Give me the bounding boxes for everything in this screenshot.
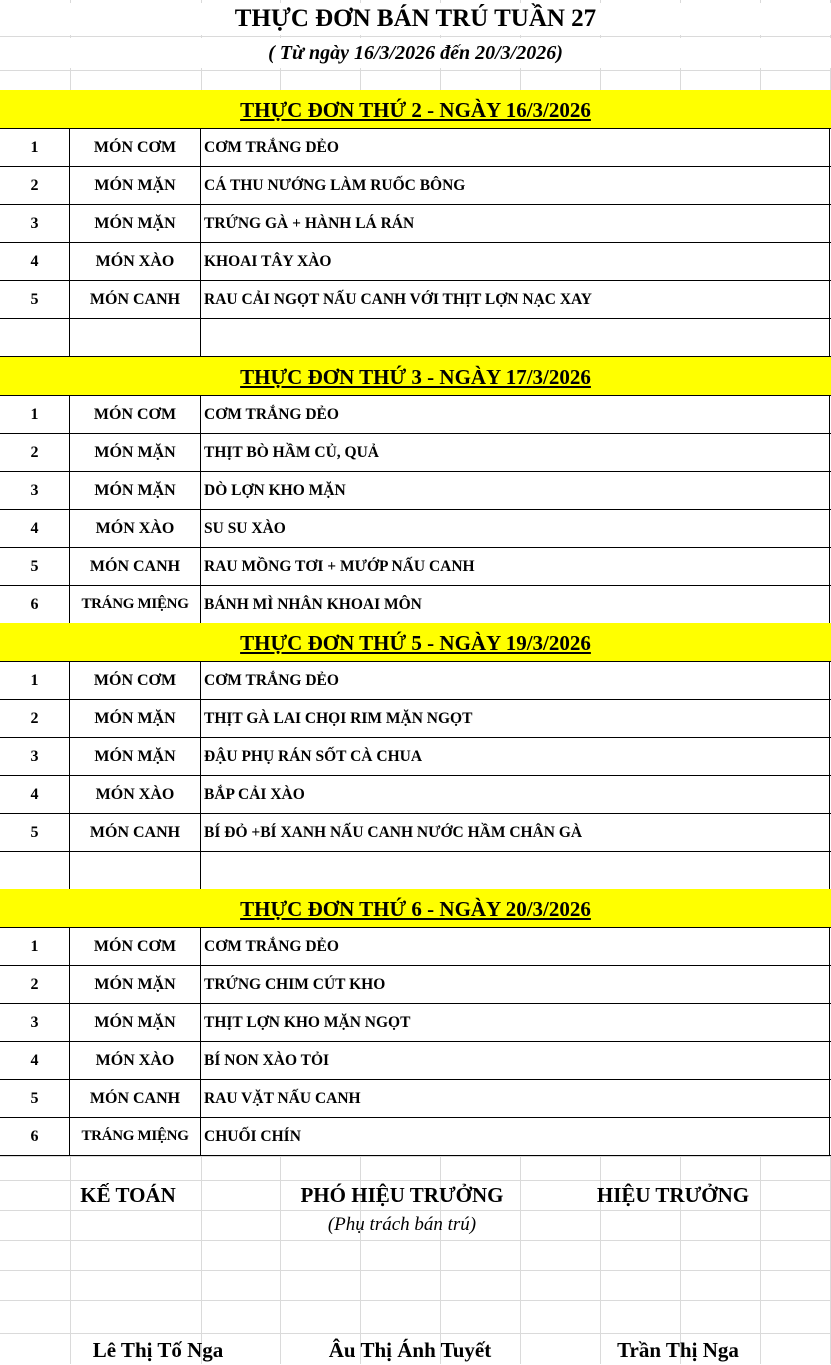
menu-row xyxy=(0,167,831,205)
menu-row xyxy=(0,814,831,852)
dish-name: BẮP CẢI XÀO xyxy=(201,776,830,813)
dish-name: RAU VẶT NẤU CANH xyxy=(201,1080,830,1117)
item-number: 1 xyxy=(0,396,70,433)
item-number: 4 xyxy=(0,510,70,547)
dish-name: RAU CẢI NGỌT NẤU CANH VỚI THỊT LỢN NẠC XAY xyxy=(201,281,830,318)
item-number: 1 xyxy=(0,662,70,699)
dish-category: MÓN MẶN xyxy=(70,700,201,737)
item-number xyxy=(0,852,70,889)
item-number: 3 xyxy=(0,472,70,509)
menu-row xyxy=(0,510,831,548)
dish-category: TRÁNG MIỆNG xyxy=(70,1118,201,1155)
dish-name: THỊT BÒ HẦM CỦ, QUẢ xyxy=(201,434,830,471)
dish-category: MÓN MẶN xyxy=(70,434,201,471)
menu-row xyxy=(0,700,831,738)
item-number: 5 xyxy=(0,548,70,585)
day-header-label: THỰC ĐƠN THỨ 6 - NGÀY 20/3/2026 xyxy=(240,897,591,921)
dish-category: MÓN CANH xyxy=(70,814,201,851)
item-number: 4 xyxy=(0,776,70,813)
menu-row xyxy=(0,281,831,319)
menu-row xyxy=(0,738,831,776)
dish-category xyxy=(70,319,201,356)
menu-row xyxy=(0,662,831,700)
vice-principal-name: Âu Thị Ánh Tuyết xyxy=(328,1338,492,1362)
dish-name: DÒ LỢN KHO MẶN xyxy=(201,472,830,509)
day-header xyxy=(0,623,831,662)
item-number: 3 xyxy=(0,1004,70,1041)
day-header-label: THỰC ĐƠN THỨ 5 - NGÀY 19/3/2026 xyxy=(240,631,591,655)
item-number: 2 xyxy=(0,700,70,737)
item-number: 5 xyxy=(0,814,70,851)
item-number: 4 xyxy=(0,243,70,280)
item-number: 2 xyxy=(0,167,70,204)
menu-row xyxy=(0,586,831,624)
dish-name: CƠM TRẮNG DẺO xyxy=(201,662,830,699)
item-number: 5 xyxy=(0,281,70,318)
dish-category: MÓN MẶN xyxy=(70,472,201,509)
item-number: 6 xyxy=(0,586,70,623)
dish-name: THỊT LỢN KHO MẶN NGỌT xyxy=(201,1004,830,1041)
menu-row xyxy=(0,129,831,167)
principal-name: Trần Thị Nga xyxy=(617,1338,739,1362)
dish-category: TRÁNG MIỆNG xyxy=(70,586,201,623)
dish-name: TRỨNG CHIM CÚT KHO xyxy=(201,966,830,1003)
item-number: 4 xyxy=(0,1042,70,1079)
dish-category: MÓN MẶN xyxy=(70,205,201,242)
principal-role: HIỆU TRƯỞNG xyxy=(596,1183,750,1207)
day-header xyxy=(0,889,831,928)
dish-category: MÓN MẶN xyxy=(70,738,201,775)
menu-row xyxy=(0,396,831,434)
dish-name: CƠM TRẮNG DẺO xyxy=(201,396,830,433)
dish-name: CHUỐI CHÍN xyxy=(201,1118,830,1155)
dish-category: MÓN CƠM xyxy=(70,129,201,166)
dish-category: MÓN XÀO xyxy=(70,776,201,813)
day-header xyxy=(0,357,831,396)
accountant-role: KẾ TOÁN xyxy=(80,1183,176,1207)
dish-category: MÓN CANH xyxy=(70,548,201,585)
item-number: 3 xyxy=(0,205,70,242)
dish-name: CƠM TRẮNG DẺO xyxy=(201,928,830,965)
dish-category: MÓN MẶN xyxy=(70,167,201,204)
dish-category: MÓN XÀO xyxy=(70,243,201,280)
accountant-name: Lê Thị Tố Nga xyxy=(92,1338,224,1362)
item-number: 2 xyxy=(0,966,70,1003)
menu-row xyxy=(0,776,831,814)
menu-row xyxy=(0,1080,831,1118)
dish-name: BÍ NON XÀO TỎI xyxy=(201,1042,830,1079)
item-number: 1 xyxy=(0,129,70,166)
item-number xyxy=(0,319,70,356)
menu-row xyxy=(0,472,831,510)
day-header xyxy=(0,90,831,129)
menu-row xyxy=(0,1042,831,1080)
dish-name: BÁNH MÌ NHÂN KHOAI MÔN xyxy=(201,586,830,623)
menu-row xyxy=(0,852,831,890)
menu-row xyxy=(0,205,831,243)
vice-principal-note: (Phụ trách bán trú) xyxy=(327,1214,477,1235)
item-number: 6 xyxy=(0,1118,70,1155)
day-header-label: THỰC ĐƠN THỨ 2 - NGÀY 16/3/2026 xyxy=(240,98,591,122)
menu-row xyxy=(0,548,831,586)
dish-category: MÓN XÀO xyxy=(70,1042,201,1079)
dish-category: MÓN MẶN xyxy=(70,1004,201,1041)
item-number: 1 xyxy=(0,928,70,965)
dish-name: CƠM TRẮNG DẺO xyxy=(201,129,830,166)
dish-name: TRỨNG GÀ + HÀNH LÁ RÁN xyxy=(201,205,830,242)
dish-category: MÓN CƠM xyxy=(70,928,201,965)
menu-row xyxy=(0,243,831,281)
dish-name xyxy=(201,319,830,356)
menu-row xyxy=(0,966,831,1004)
dish-category xyxy=(70,852,201,889)
dish-name: KHOAI TÂY XÀO xyxy=(201,243,830,280)
dish-category: MÓN CƠM xyxy=(70,662,201,699)
item-number: 5 xyxy=(0,1080,70,1117)
dish-category: MÓN XÀO xyxy=(70,510,201,547)
dish-category: MÓN CANH xyxy=(70,281,201,318)
menu-row xyxy=(0,1118,831,1156)
menu-row xyxy=(0,1004,831,1042)
menu-row xyxy=(0,319,831,357)
menu-row xyxy=(0,434,831,472)
dish-name: BÍ ĐỎ +BÍ XANH NẤU CANH NƯỚC HẦM CHÂN GÀ xyxy=(201,814,830,851)
dish-name: ĐẬU PHỤ RÁN SỐT CÀ CHUA xyxy=(201,738,830,775)
vice-principal-role: PHÓ HIỆU TRƯỞNG xyxy=(300,1183,504,1207)
dish-category: MÓN CƠM xyxy=(70,396,201,433)
page-title: THỰC ĐƠN BÁN TRÚ TUẦN 27 xyxy=(0,3,831,35)
dish-name: THỊT GÀ LAI CHỌI RIM MẶN NGỌT xyxy=(201,700,830,737)
dish-category: MÓN CANH xyxy=(70,1080,201,1117)
day-header-label: THỰC ĐƠN THỨ 3 - NGÀY 17/3/2026 xyxy=(240,365,591,389)
item-number: 3 xyxy=(0,738,70,775)
dish-name: SU SU XÀO xyxy=(201,510,830,547)
menu-row xyxy=(0,928,831,966)
dish-name: CÁ THU NƯỚNG LÀM RUỐC BÔNG xyxy=(201,167,830,204)
dish-category: MÓN MẶN xyxy=(70,966,201,1003)
date-range-subtitle: ( Từ ngày 16/3/2026 đến 20/3/2026) xyxy=(0,38,831,68)
dish-name xyxy=(201,852,830,889)
item-number: 2 xyxy=(0,434,70,471)
dish-name: RAU MỒNG TƠI + MƯỚP NẤU CANH xyxy=(201,548,830,585)
